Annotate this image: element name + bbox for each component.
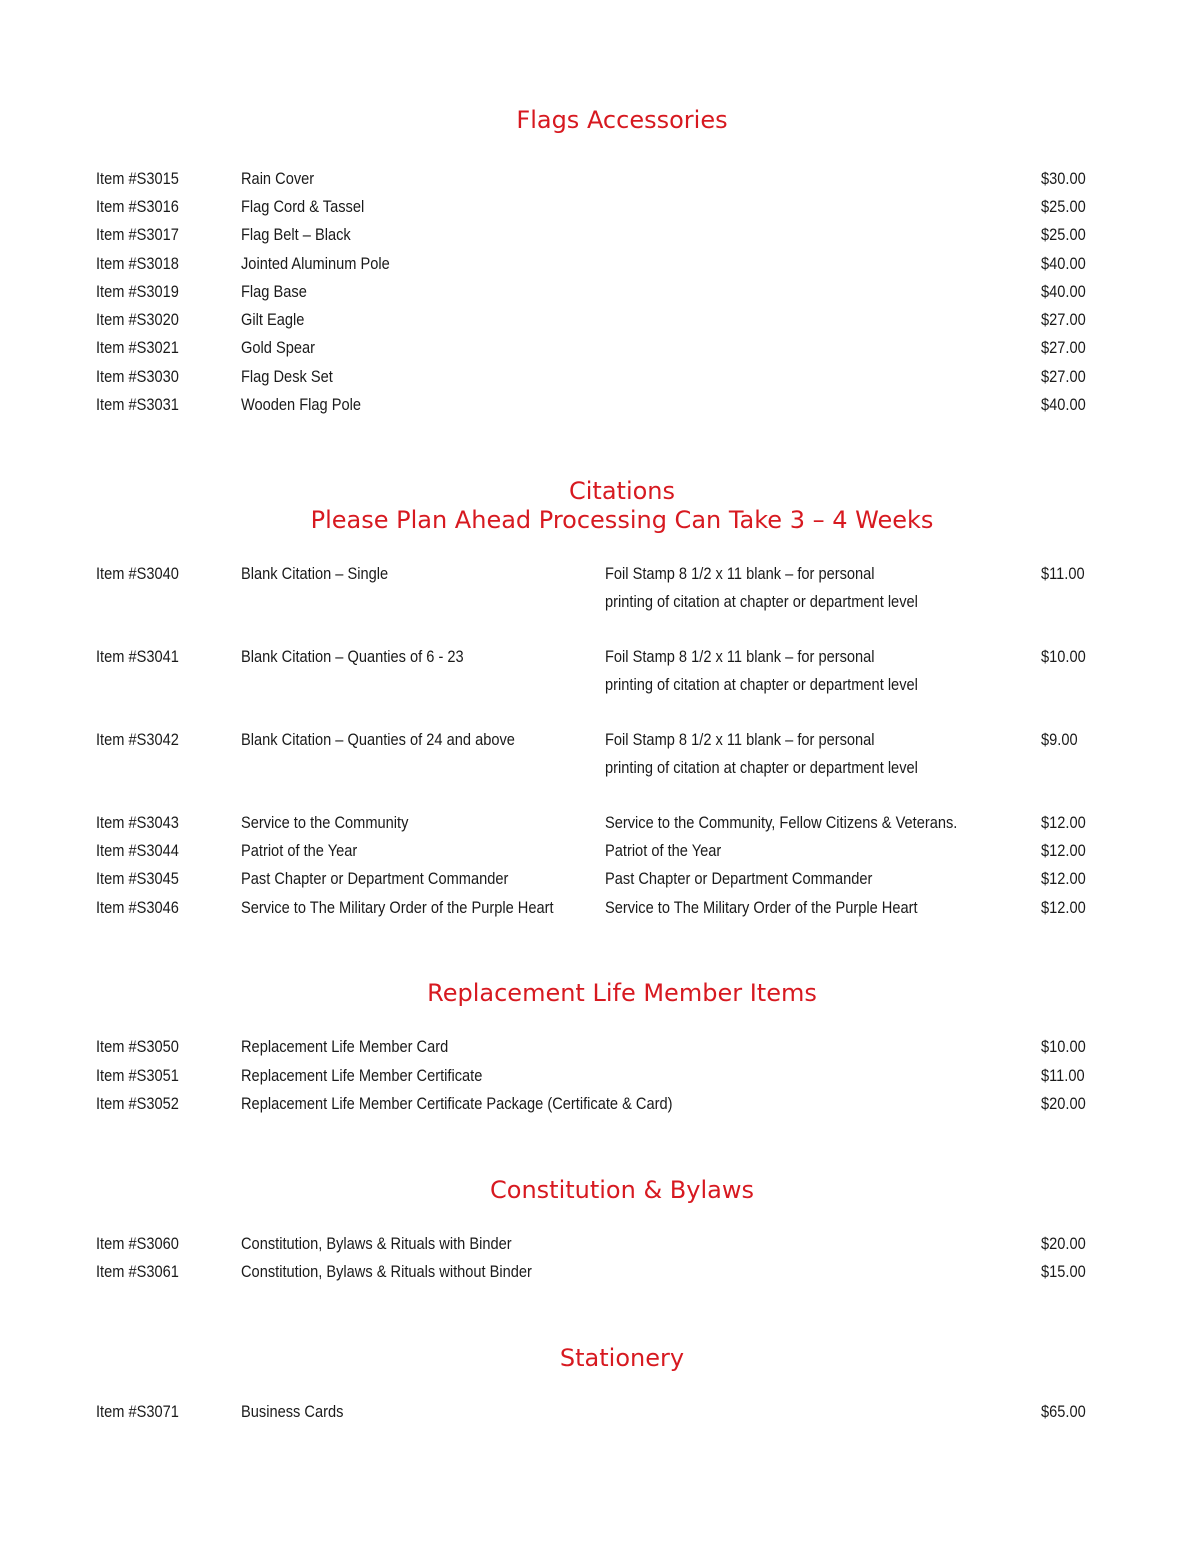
item-price: $40.00 xyxy=(1041,254,1086,273)
item-price: $30.00 xyxy=(1041,169,1086,188)
item-description-line: printing of citation at chapter or department level xyxy=(605,675,918,694)
item-price: $25.00 xyxy=(1041,225,1086,244)
item-number: Item #S3060 xyxy=(96,1234,179,1253)
item-row xyxy=(0,726,1200,777)
item-number: Item #S3046 xyxy=(96,898,179,917)
item-number: Item #S3050 xyxy=(96,1037,179,1056)
item-number: Item #S3045 xyxy=(96,869,179,888)
item-name: Service to the Community xyxy=(241,813,409,832)
item-description-line: Service to the Community, Fellow Citizens & Veterans. xyxy=(605,813,958,832)
item-number: Item #S3031 xyxy=(96,395,179,414)
item-name: Blank Citation – Single xyxy=(241,564,389,583)
item-price: $15.00 xyxy=(1041,1262,1086,1281)
item-row xyxy=(0,643,1200,694)
item-price: $12.00 xyxy=(1041,869,1086,888)
item-row xyxy=(0,1258,1200,1286)
item-price: $27.00 xyxy=(1041,310,1086,329)
item-price: $25.00 xyxy=(1041,197,1086,216)
item-price: $40.00 xyxy=(1041,395,1086,414)
item-name: Gold Spear xyxy=(241,338,315,357)
item-price: $65.00 xyxy=(1041,1402,1086,1421)
item-price: $40.00 xyxy=(1041,282,1086,301)
item-row xyxy=(0,193,1200,221)
item-description-line: Service to The Military Order of the Purple Heart xyxy=(605,898,918,917)
item-description-line: Patriot of the Year xyxy=(605,841,722,860)
section-title: Flags Accessories xyxy=(516,106,728,134)
section-title: Replacement Life Member Items xyxy=(427,979,817,1007)
item-row xyxy=(0,1398,1200,1426)
item-number: Item #S3051 xyxy=(96,1066,179,1085)
item-price: $12.00 xyxy=(1041,841,1086,860)
item-name: Blank Citation – Quanties of 6 - 23 xyxy=(241,647,464,666)
item-number: Item #S3061 xyxy=(96,1262,179,1281)
item-number: Item #S3030 xyxy=(96,367,179,386)
item-row xyxy=(0,1230,1200,1258)
item-name: Flag Cord & Tassel xyxy=(241,197,365,216)
item-number: Item #S3071 xyxy=(96,1402,179,1421)
section-title: Citations xyxy=(568,477,676,505)
item-number: Item #S3015 xyxy=(96,169,179,188)
item-number: Item #S3042 xyxy=(96,730,179,749)
item-price: $27.00 xyxy=(1041,367,1086,386)
item-description-line: Foil Stamp 8 1/2 x 11 blank – for personal xyxy=(605,730,875,749)
item-name: Replacement Life Member Certificate xyxy=(241,1066,483,1085)
item-name: Constitution, Bylaws & Rituals with Binder xyxy=(241,1234,512,1253)
item-number: Item #S3019 xyxy=(96,282,179,301)
section-title: Constitution & Bylaws xyxy=(490,1176,754,1204)
item-name: Service to The Military Order of the Purple Heart xyxy=(241,898,554,917)
item-number: Item #S3044 xyxy=(96,841,179,860)
item-price: $10.00 xyxy=(1041,1037,1086,1056)
item-row xyxy=(0,809,1200,837)
item-number: Item #S3017 xyxy=(96,225,179,244)
item-number: Item #S3040 xyxy=(96,564,179,583)
item-name: Flag Desk Set xyxy=(241,367,333,386)
item-row xyxy=(0,837,1200,865)
item-price: $20.00 xyxy=(1041,1094,1086,1113)
section-title: Stationery xyxy=(559,1344,685,1372)
section-subtitle: Please Plan Ahead Processing Can Take 3 – 4 Weeks xyxy=(310,506,934,534)
item-description-line: printing of citation at chapter or department level xyxy=(605,758,918,777)
item-number: Item #S3016 xyxy=(96,197,179,216)
item-price: $9.00 xyxy=(1041,730,1078,749)
item-price: $11.00 xyxy=(1041,1066,1085,1085)
item-name: Wooden Flag Pole xyxy=(241,395,362,414)
item-price: $11.00 xyxy=(1041,564,1085,583)
item-number: Item #S3041 xyxy=(96,647,179,666)
item-row xyxy=(0,278,1200,306)
item-row xyxy=(0,1090,1200,1118)
item-name: Patriot of the Year xyxy=(241,841,358,860)
item-row xyxy=(0,865,1200,893)
item-row xyxy=(0,221,1200,249)
item-name: Jointed Aluminum Pole xyxy=(241,254,390,273)
item-row xyxy=(0,1062,1200,1090)
item-number: Item #S3052 xyxy=(96,1094,179,1113)
item-description-line: Past Chapter or Department Commander xyxy=(605,869,873,888)
item-row xyxy=(0,334,1200,362)
item-name: Blank Citation – Quanties of 24 and above xyxy=(241,730,515,749)
item-row xyxy=(0,250,1200,278)
item-row xyxy=(0,363,1200,391)
item-description-line: Foil Stamp 8 1/2 x 11 blank – for personal xyxy=(605,647,875,666)
item-row xyxy=(0,306,1200,334)
item-name: Replacement Life Member Certificate Package (Certificate & Card) xyxy=(241,1094,673,1113)
item-price: $10.00 xyxy=(1041,647,1086,666)
item-price: $12.00 xyxy=(1041,898,1086,917)
item-name: Gilt Eagle xyxy=(241,310,305,329)
item-name: Rain Cover xyxy=(241,169,315,188)
item-number: Item #S3043 xyxy=(96,813,179,832)
item-price: $12.00 xyxy=(1041,813,1086,832)
item-name: Flag Belt – Black xyxy=(241,225,351,244)
item-name: Past Chapter or Department Commander xyxy=(241,869,509,888)
item-row xyxy=(0,391,1200,419)
item-description-line: printing of citation at chapter or department level xyxy=(605,592,918,611)
item-number: Item #S3020 xyxy=(96,310,179,329)
item-number: Item #S3018 xyxy=(96,254,179,273)
item-description-line: Foil Stamp 8 1/2 x 11 blank – for personal xyxy=(605,564,875,583)
item-name: Business Cards xyxy=(241,1402,344,1421)
item-name: Constitution, Bylaws & Rituals without Binder xyxy=(241,1262,532,1281)
item-row xyxy=(0,165,1200,193)
item-row xyxy=(0,560,1200,611)
item-number: Item #S3021 xyxy=(96,338,179,357)
item-price: $20.00 xyxy=(1041,1234,1086,1253)
item-price: $27.00 xyxy=(1041,338,1086,357)
item-row xyxy=(0,1033,1200,1061)
item-row xyxy=(0,894,1200,922)
item-name: Replacement Life Member Card xyxy=(241,1037,449,1056)
item-name: Flag Base xyxy=(241,282,307,301)
